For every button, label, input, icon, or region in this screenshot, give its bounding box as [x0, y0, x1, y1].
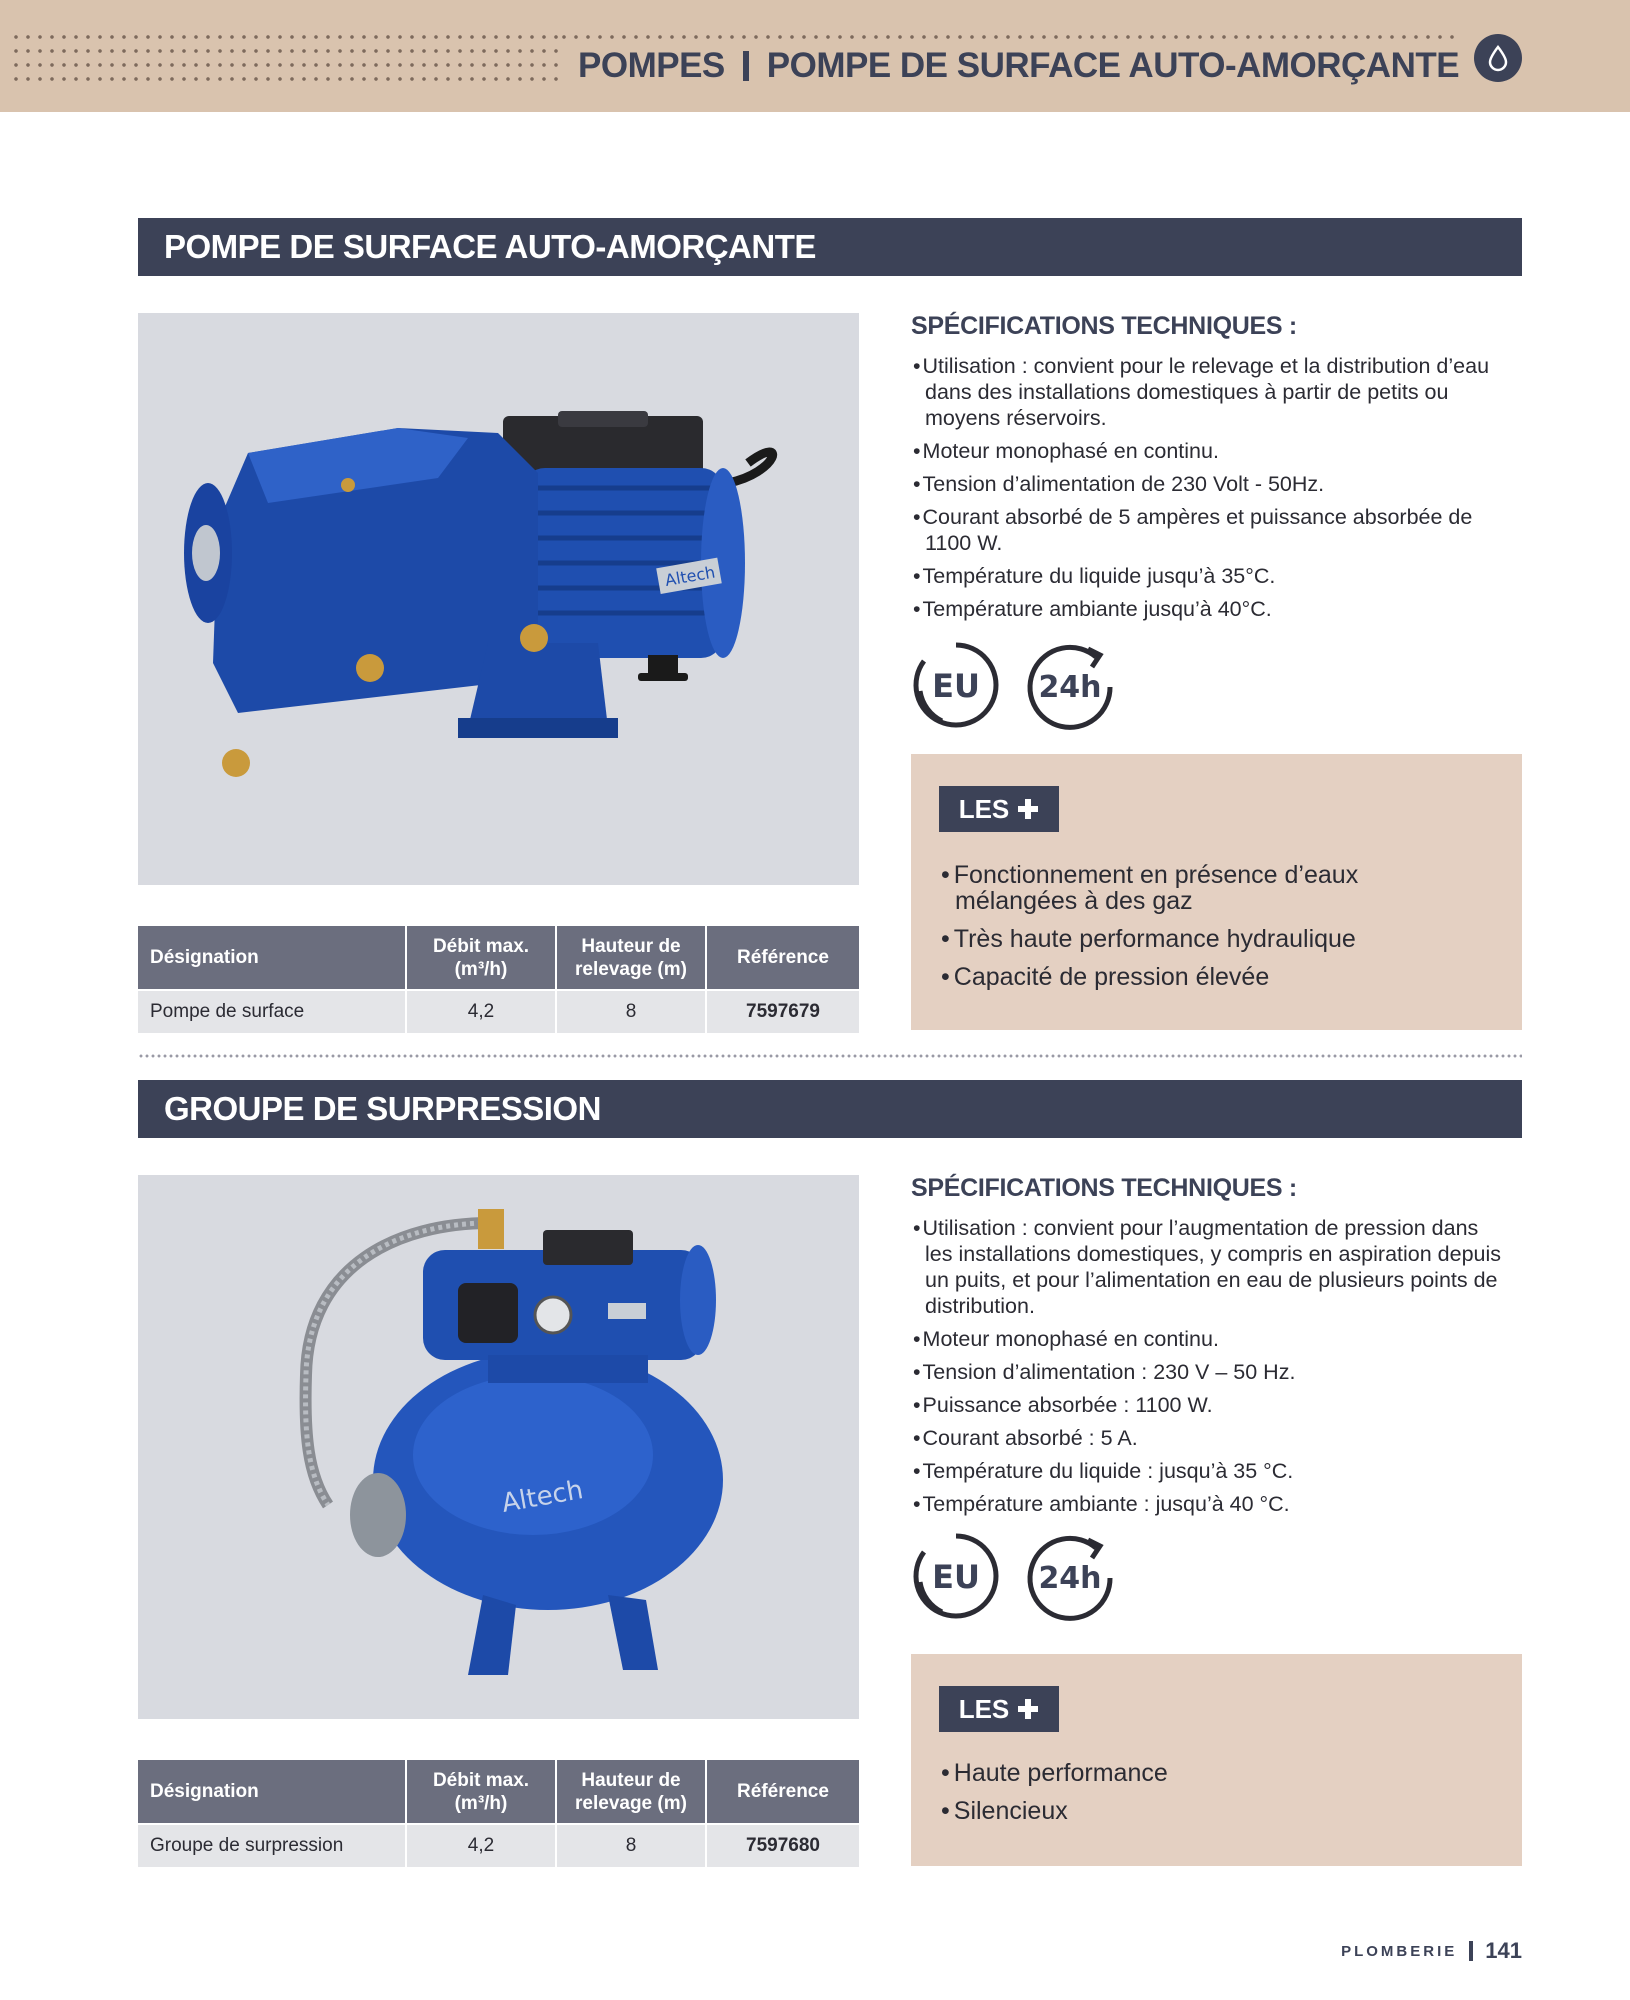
les-plus-list: [939, 862, 1479, 1002]
cell-designation: Pompe de surface: [138, 990, 406, 1033]
spec-item: • Température du liquide : jusqu’à 35 °C.: [911, 1458, 1511, 1484]
24h-label: 24h: [1038, 1561, 1102, 1596]
page-number: 141: [1485, 1938, 1522, 1963]
cell-debit: 4,2: [406, 990, 556, 1033]
specs-title: SPÉCIFICATIONS TECHNIQUES :: [911, 312, 1297, 340]
footer-separator: [1469, 1941, 1473, 1961]
les-plus-badge: [939, 786, 1059, 832]
spec-item: • Moteur monophasé en continu.: [911, 438, 1511, 464]
banner-dot-pattern-top: [558, 30, 1458, 40]
cell-hauteur: 8: [556, 990, 706, 1033]
spec-item: • Température ambiante jusqu’à 40°C.: [911, 596, 1511, 622]
table-header-reference: Référence: [706, 926, 859, 990]
eu-label: EU: [932, 667, 980, 705]
les-plus-item: • Capacité de pression élevée: [939, 964, 1479, 990]
les-plus-label: LES: [958, 793, 1010, 824]
les-plus-list: [939, 1760, 1479, 1836]
section-divider: [138, 1054, 1522, 1058]
table-header-designation: Désignation: [138, 926, 406, 990]
eu-label: EU: [932, 1558, 980, 1596]
cell-reference: 7597680: [706, 1824, 859, 1867]
eu-icon: [912, 641, 1000, 729]
plus-icon: [1017, 1698, 1039, 1720]
table-header-hauteur: Hauteur de relevage (m): [556, 926, 706, 990]
les-plus-item: • Haute performance: [939, 1760, 1479, 1786]
table-header-reference: Référence: [706, 1760, 859, 1824]
spec-item: • Puissance absorbée : 1100 W.: [911, 1392, 1511, 1418]
specs-list: [911, 1215, 1511, 1517]
spec-item: • Température du liquide jusqu’à 35°C.: [911, 563, 1511, 589]
page-banner: [0, 0, 1630, 112]
24h-label: 24h: [1038, 670, 1102, 705]
section-title-pompe-surface: POMPE DE SURFACE AUTO-AMORÇANTE: [138, 218, 1522, 276]
page-footer: [1341, 1936, 1522, 1966]
specs-groupe-surpression: [911, 1174, 1511, 1524]
table-row: [138, 990, 859, 1033]
spec-item: • Température ambiante : jusqu’à 40 °C.: [911, 1491, 1511, 1517]
footer-category: PLOMBERIE: [1341, 1942, 1458, 1960]
table-header-debit: Débit max. (m³/h): [406, 1760, 556, 1824]
spec-item: • Tension d’alimentation : 230 V – 50 Hz.: [911, 1359, 1511, 1385]
banner-title: [578, 44, 1459, 88]
table-header-designation: Désignation: [138, 1760, 406, 1824]
tank-brand-label: Altech: [499, 1475, 586, 1519]
specs-list: [911, 353, 1511, 622]
spec-item: • Courant absorbé de 5 ampères et puissance absorbée de 1100 W.: [911, 504, 1511, 556]
24h-icon: [1026, 641, 1114, 729]
product-table-groupe-surpression: [138, 1760, 859, 1867]
cell-designation: Groupe de surpression: [138, 1824, 406, 1867]
spec-item: • Moteur monophasé en continu.: [911, 1326, 1511, 1352]
les-plus-box: [911, 754, 1522, 1030]
eu-icon: [912, 1532, 1000, 1620]
plus-icon: [1017, 798, 1039, 820]
les-plus-item: • Très haute performance hydraulique: [939, 926, 1479, 952]
spec-item: • Tension d’alimentation de 230 Volt - 50Hz.: [911, 471, 1511, 497]
product-image-pompe-surface: [138, 313, 859, 885]
spec-item: • Courant absorbé : 5 A.: [911, 1425, 1511, 1451]
product-image-groupe-surpression: [138, 1175, 859, 1719]
banner-subtitle: POMPE DE SURFACE AUTO-AMORÇANTE: [766, 46, 1460, 85]
table-row: [138, 1824, 859, 1867]
cell-debit: 4,2: [406, 1824, 556, 1867]
spec-item: • Utilisation : convient pour l’augmentation de pression dans les installations domestiques, y compris en aspiration depuis un puits, et pour l’alimentation en eau de plusieurs points de distribution.: [911, 1215, 1511, 1319]
specs-pompe-surface: [911, 312, 1511, 629]
banner-dot-pattern: [10, 30, 558, 88]
cell-reference: 7597679: [706, 990, 859, 1033]
banner-category: POMPES: [578, 46, 725, 85]
24h-icon: [1026, 1532, 1114, 1620]
banner-separator: [743, 51, 749, 81]
badges-groupe-surpression: [912, 1532, 1132, 1624]
les-plus-box: [911, 1654, 1522, 1866]
section-title-groupe-surpression: GROUPE DE SURPRESSION: [138, 1080, 1522, 1138]
product-table-pompe-surface: [138, 926, 859, 1033]
les-plus-item: • Fonctionnement en présence d’eaux mélangées à des gaz: [939, 862, 1479, 914]
les-plus-badge: [939, 1686, 1059, 1732]
pump-brand-label-1: Altech: [663, 562, 717, 590]
spec-item: • Utilisation : convient pour le relevage et la distribution d’eau dans des installations domestiques à partir de petits ou moyens réservoirs.: [911, 353, 1511, 431]
badges-pompe-surface: [912, 641, 1132, 733]
les-plus-item: • Silencieux: [939, 1798, 1479, 1824]
les-plus-label: LES: [958, 1693, 1010, 1724]
water-drop-icon: [1474, 34, 1522, 82]
table-header-hauteur: Hauteur de relevage (m): [556, 1760, 706, 1824]
cell-hauteur: 8: [556, 1824, 706, 1867]
table-header-debit: Débit max. (m³/h): [406, 926, 556, 990]
specs-title: SPÉCIFICATIONS TECHNIQUES :: [911, 1174, 1297, 1202]
